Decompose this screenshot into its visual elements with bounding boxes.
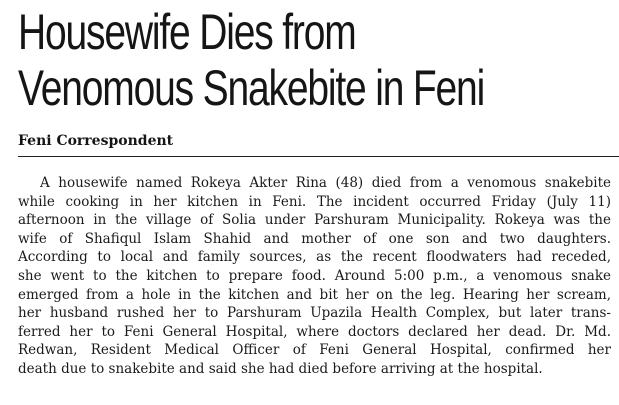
body-line: ferred her to Feni General Hospital, where doctors declared her dead. Dr. Md. [18,323,611,340]
headline-line-2: Venomous Snakebite in Feni [18,60,485,116]
headline [18,4,486,116]
body-line: while cooking in her kitchen in Feni. The incident occurred Friday (July 11) [18,193,611,210]
body-line: Redwan, Resident Medical Officer of Feni General Hospital, confirmed her [18,342,611,359]
headline-line-1: Housewife Dies from [18,4,356,60]
body-line: afternoon in the village of Solia under Parshuram Municipality. Rokeya was the [18,212,611,229]
body-line: death due to snakebite and said she had died before arriving at the hospital. [18,360,543,377]
body-line: emerged from a hole in the kitchen and bit her on the leg. Hearing her scream, [18,286,611,303]
body-line: A housewife named Rokeya Akter Rina (48) died from a venomous snakebite [40,175,611,191]
body-line: According to local and family sources, as the recent floodwaters had receded, [18,249,611,266]
body-line: she went to the kitchen to prepare food. Around 5:00 p.m., a venomous snake [18,267,611,284]
body-line: wife of Shafiqul Islam Shahid and mother of one son and two daughters. [18,230,611,247]
byline: Feni Correspondent [18,133,174,149]
body-line: her husband rushed her to Parshuram Upazila Health Complex, but later trans- [18,305,611,322]
article-body [18,174,611,379]
byline-divider [18,156,619,157]
